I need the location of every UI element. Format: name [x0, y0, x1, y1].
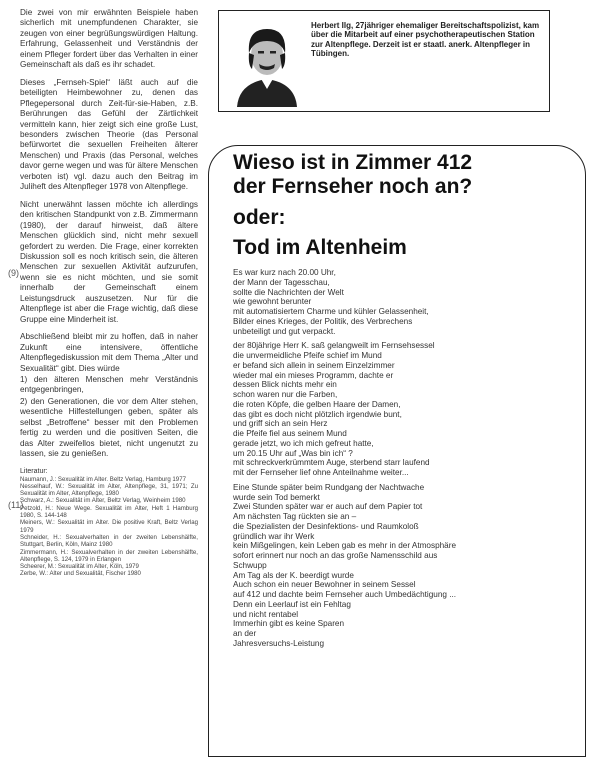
poem-line: die unvermeidliche Pfeife schief im Mund: [233, 351, 382, 360]
poem-line: wurde sein Tod bemerkt: [233, 492, 320, 502]
margin-marker: (11): [8, 500, 24, 510]
poem-line: unbeteiligt und gut verpackt.: [233, 326, 336, 336]
poem-line: das gibt es doch nicht plötzlich irgendwie bunt,: [233, 409, 402, 419]
poem-line: der 80jährige Herr K. saß gelangweilt im Fernsehsessel: [233, 341, 435, 351]
poem-line: Am Tag als der K. beerdigt wurde: [233, 570, 354, 580]
author-portrait: [229, 19, 305, 107]
article-paragraph: Nicht unerwähnt lassen möchte ich allerdings den kritischen Standpunkt von z.B. Zimmermann (1980), der darauf hinweist, daß ältere Menschen glücklich sind, nicht mehr sexuell gefordert zu werden. Die Frage, einer korrekten Diskussion soll es noch kritisch sein, die älteren Menschen zur sexuellen Aktivität aufzurufen, wenn sie es nicht möchten, und sie somit innerhalb der Gemeinschaft einem Leistungsdruck auszusetzen. Nur für die Altenpflege ist aber die Frage wichtig, daß diese Gruppe eine Minderheit ist.: [20, 199, 198, 324]
poem-title: [233, 151, 578, 199]
poem-line: die Spezialisten der Desinfektions- und Raumkoloß: [233, 521, 419, 531]
author-bio: Herbert Ilg, 27jähriger ehemaliger Bereitschaftspolizist, kam über die Mitarbeit auf einer psychotherapeutischen Station zur Altenpflege. Derzeit ist er staatl. anerk. Altenpfleger in Tübingen.: [311, 21, 540, 59]
reference-item: Zerbe, W.: Alter und Sexualität, Fischer 1980: [20, 570, 141, 578]
reference-item: Naumann, J.: Sexualität im Alter. Beltz Verlag, Hamburg 1977: [20, 475, 186, 483]
title-line: Wieso ist in Zimmer 412: [233, 151, 473, 174]
poem-line: wie gewohnt berunter: [233, 297, 312, 307]
poem-line: die Pfeife fiel aus seinem Mund: [233, 429, 347, 438]
poem-stanza: [233, 268, 573, 336]
poem-line: gerade jetzt, wo ich mich gefreut hatte,: [233, 438, 374, 448]
poem-stanza: [233, 341, 573, 478]
poem-line: Am nächsten Tag rückten sie an –: [233, 512, 357, 521]
poem-line: an der: [233, 629, 257, 638]
poem-line: wieder mal ein mieses Programm, dachte er: [233, 370, 394, 380]
reference-item: Scheerer, M.: Sexualität im Alter, Köln, 1979: [20, 563, 139, 571]
poem-line: kein Mißgelingen, kein Leben gab es mehr in der Atmosphäre: [233, 541, 457, 551]
poem-stanza: [233, 483, 573, 649]
article-paragraph: Abschließend bleibt mir zu hoffen, daß in naher Zukunft eine intensivere, öffentliche Altenpflegediskussion mit dem Thema „Alter und Sexualität“ gibt. Dies würde: [20, 332, 198, 373]
poem-line: auf 412 und dachte beim Fernseher auch Umbedächtigung ...: [233, 590, 457, 599]
poem-line: Auch schon ein neuer Bewohner in seinem Sessel: [233, 580, 416, 590]
left-article-column: [20, 8, 198, 578]
title-oder: oder:: [233, 206, 286, 229]
poem-line: und nicht rentabel: [233, 609, 299, 619]
author-info-box: [218, 10, 550, 112]
poem-line: Es war kurz nach 20.00 Uhr,: [233, 268, 336, 277]
poem-line: mit schreckverkrümmtem Auge, sterbend starr laufend: [233, 458, 430, 468]
poem-line: Eine Stunde später beim Rundgang der Nachtwache: [233, 482, 425, 492]
poem-body: [233, 268, 573, 654]
poem-line: gründlich war ihr Werk: [233, 531, 315, 541]
poem-line: schon waren nur die Farben,: [233, 390, 338, 399]
reference-item: Nesselhauf, W.: Sexualität im Alter, Altenpflege, 31, 1971; Zu Sexualität im Alter, Altenpflege, 1980: [20, 482, 198, 498]
poem-line: Denn ein Leerlauf ist ein Fehltag: [233, 599, 351, 609]
poem-line: Schwupp: [233, 560, 267, 570]
poem-line: sollte die Nachrichten der Welt: [233, 287, 344, 297]
references-list: [20, 476, 198, 578]
title-line: der Fernseher noch an?: [233, 175, 473, 198]
reference-item: Zimmermann, H.: Sexualverhalten in der zweiten Lebenshälfte, Altenpflege, S. 124, 1979 in Erlangen: [20, 548, 198, 563]
poem-subtitle: Tod im Altenheim: [233, 236, 407, 259]
article-paragraph: Dieses „Fernseh-Spiel“ läßt auch auf die beteiligten Heimbewohner zu, denen das Pflegepersonal durch Zeit-für-sie-Haben, z.B. Berührungen das Gefühl der Zärtlichkeit vermitteln kann, hier zeigt sich eine große Lust, besonders zwischen Theorie (das Personal befürwortet die sexuellen Freiheiten älterer Menschen) und Praxis (das Personal, welches davor gerne wegen und was für ältere Menschen verboten ist) vgl. dazu auch den Beitrag im Juliheft des Altenpfleger 1978 von Altenpflege.: [20, 77, 198, 192]
poem-line: der Mann der Tagesschau,: [233, 277, 330, 287]
poem-line: mit der Fernseher lief ohne Anteilnahme weiter...: [233, 468, 409, 477]
article-paragraph: Die zwei von mir erwähnten Beispiele haben sicherlich mit unempfundenen Charakter, sie zeugen von einer begrüßungswürdigen Haltung. Erfahrung, Gelassenheit und Verständnis der einem Pfleger fordert über das Verhalten in einer Gemeinschaft als daß es ihr schadet.: [20, 8, 198, 70]
poem-line: er befand sich allein in seinem Einzelzimmer: [233, 360, 395, 370]
article-list-item: 1) den älteren Menschen mehr Verständnis entgegenbringen,: [20, 374, 198, 395]
poem-line: Zwei Stunden später war er auch auf dem Papier tot: [233, 502, 423, 512]
article-list-item: 2) den Generationen, die vor dem Alter stehen, wesentliche Hilfestellungen geben, später als selbst „Betroffene“ besser mit den Problemen fertig zu werden und die positiven Seiten, die das Alter zweifellos bietet, nicht ungenutzt zu lassen, sie zu genießen.: [20, 396, 198, 459]
margin-marker: (9): [8, 268, 19, 278]
references-title: Literatur:: [20, 467, 48, 475]
poem-line: Immerhin gibt es keine Sparen: [233, 619, 345, 629]
poem-line: Bilder eines Krieges, der Politik, des Verbrechens: [233, 316, 413, 326]
poem-line: die roten Köpfe, die gelben Haare der Damen,: [233, 399, 401, 409]
poem-line: sofort erinnert nur noch an das große Namensschild aus: [233, 551, 438, 560]
reference-item: Meiners, W.: Sexualität im Alter. Die positive Kraft, Beltz Verlag 1979: [20, 519, 198, 534]
poem-line: um 20.15 Uhr auf „Was bin ich“ ?: [233, 448, 353, 458]
reference-item: Schwarz, A.: Sexualität im Alter, Beltz Verlag, Weinheim 1980: [20, 497, 186, 505]
reference-item: Petzold, H.: Neue Wege. Sexualität im Alter, Heft 1 Hamburg 1980, S. 144-148: [20, 504, 198, 520]
reference-item: Schneider, H.: Sexualverhalten in der zweiten Lebenshälfte, Stuttgart, Berlin, Köln, Mainz 1980: [20, 533, 198, 549]
poem-line: und griff sich an sein Herz: [233, 419, 328, 429]
poem-line: mit automatisiertem Charme und kühler Gelassenheit,: [233, 307, 429, 316]
poem-line: Jahresversuchs-Leistung: [233, 638, 325, 648]
poem-line: dessen Blick nichts mehr ein: [233, 380, 337, 390]
